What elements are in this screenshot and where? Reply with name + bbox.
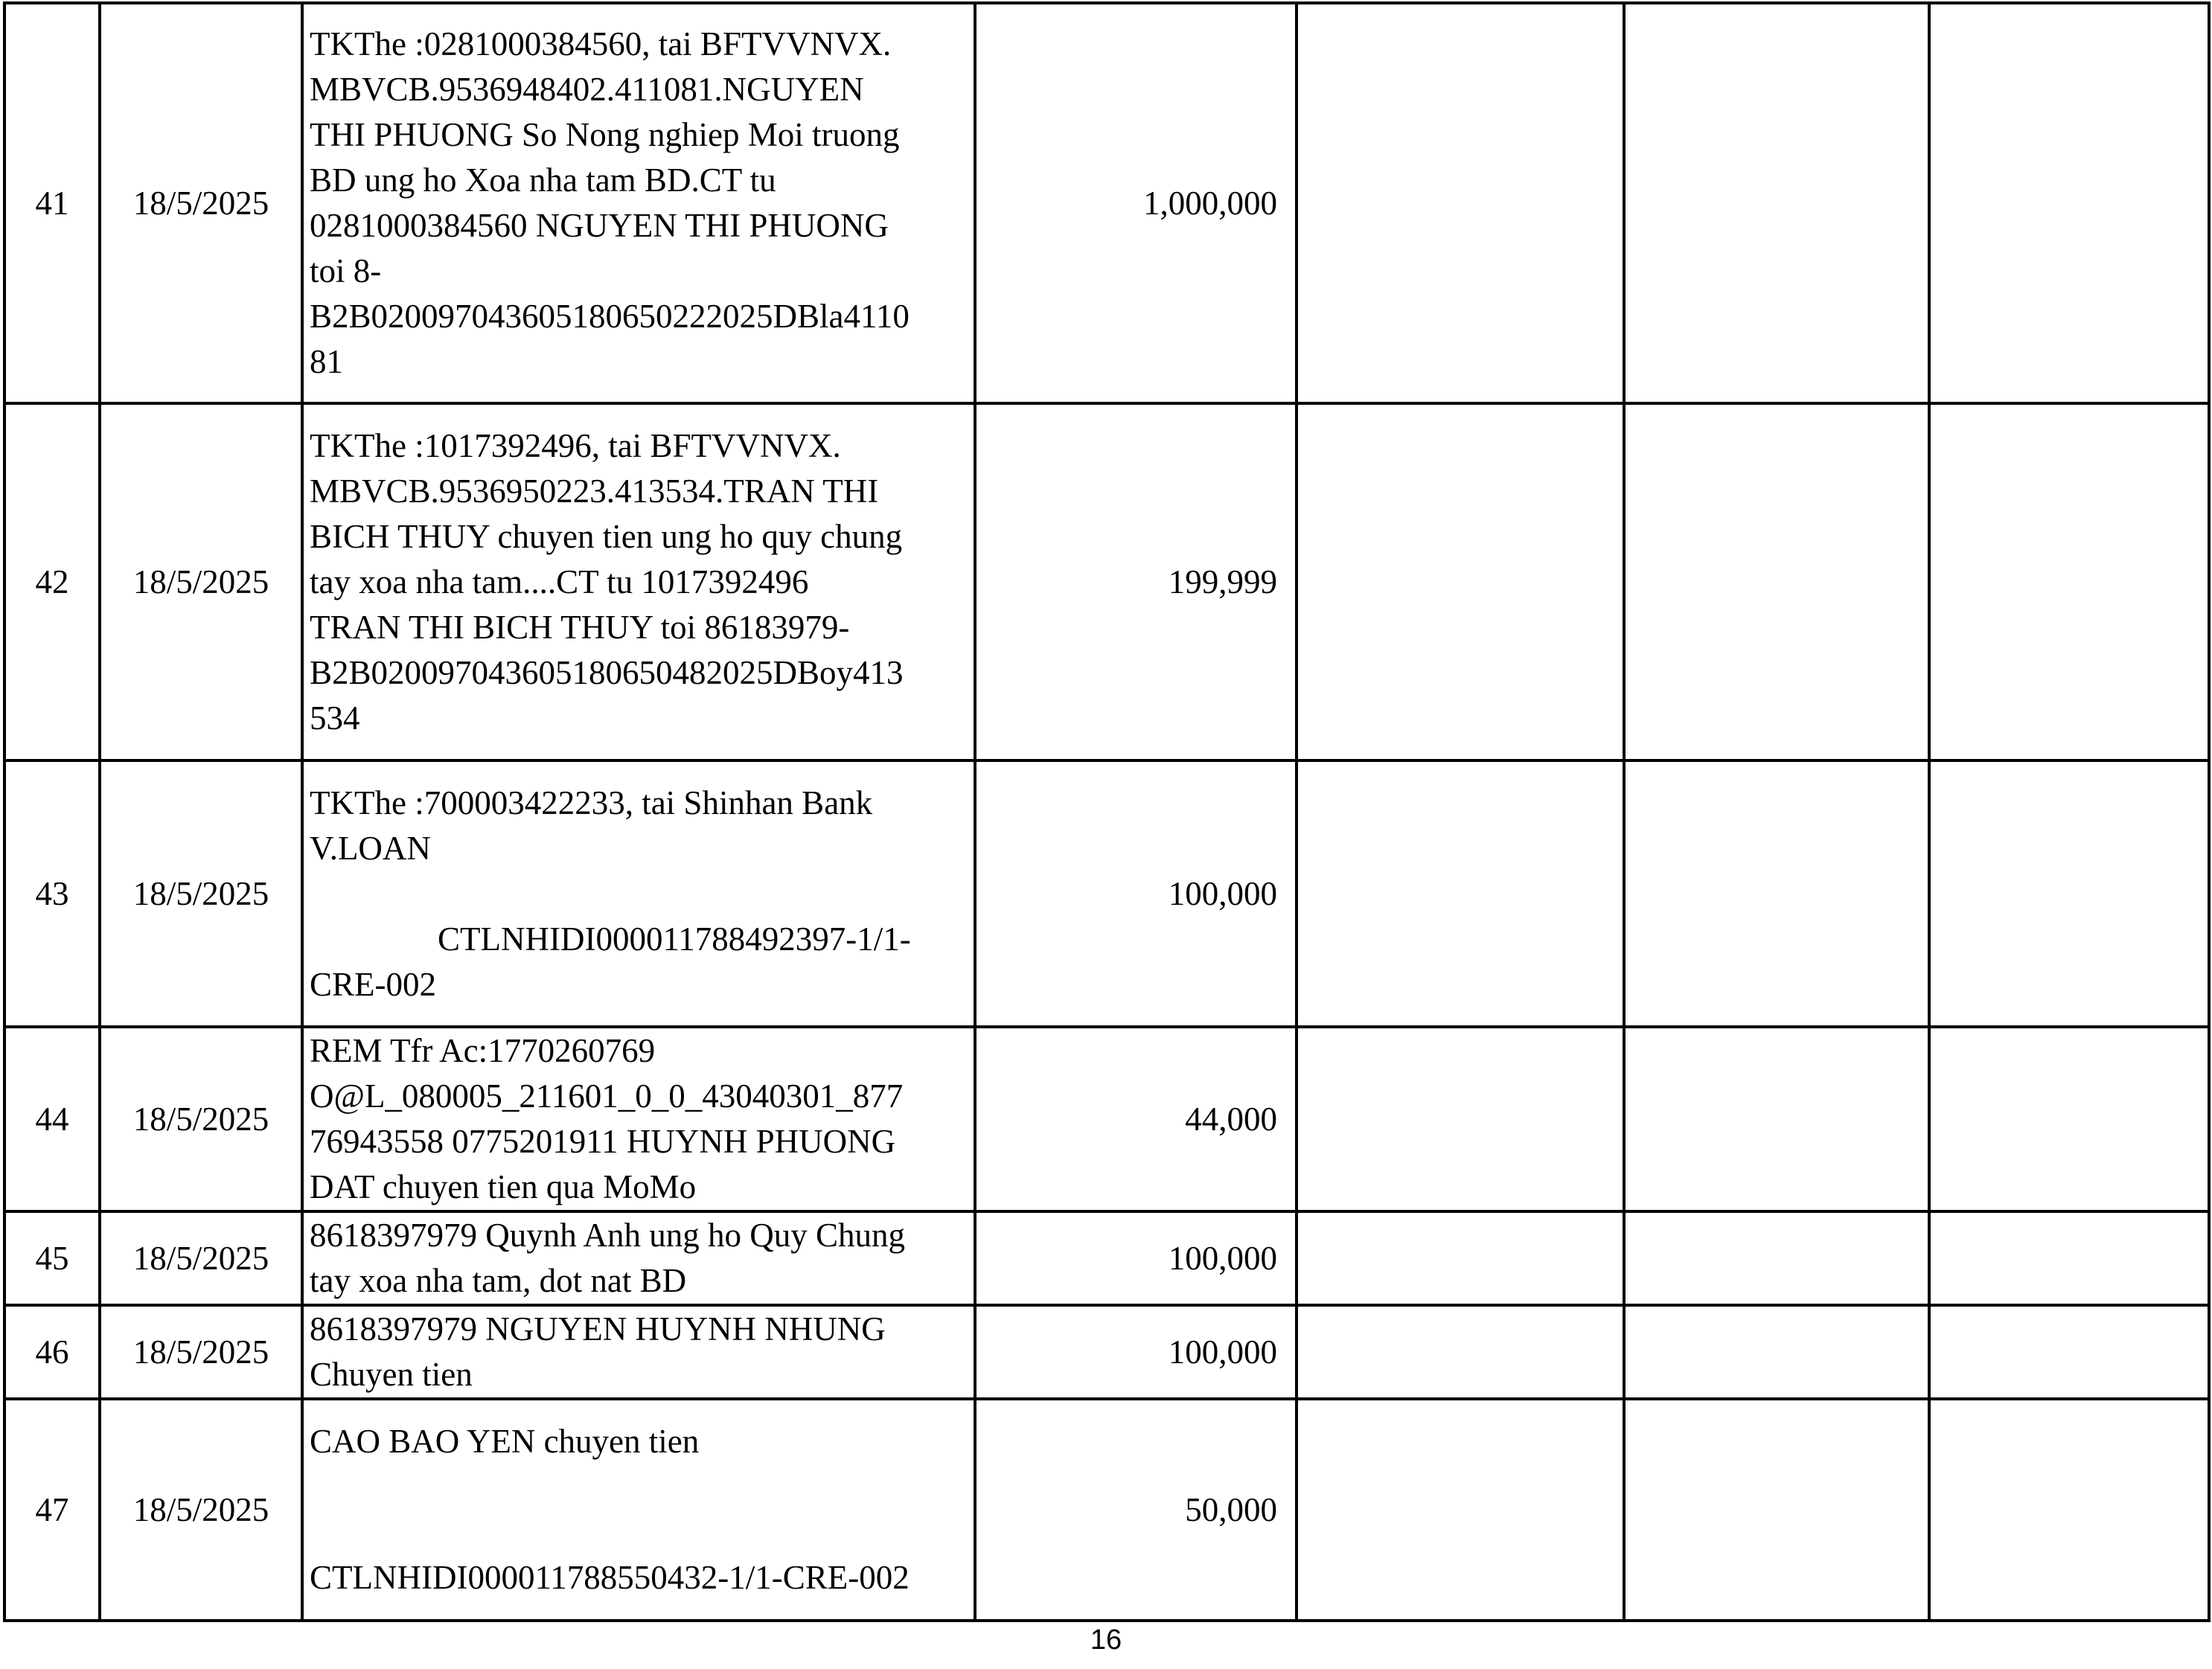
empty-cell [1624, 1027, 1929, 1211]
transaction-amount: 199,999 [975, 403, 1297, 760]
description-line: tay xoa nha tam, dot nat BD [310, 1262, 687, 1299]
transaction-date: 18/5/2025 [100, 1399, 302, 1621]
row-number: 45 [4, 1211, 100, 1305]
description-line: tay xoa nha tam....CT tu 1017392496 [310, 563, 809, 600]
transaction-date: 18/5/2025 [100, 1305, 302, 1399]
transaction-date: 18/5/2025 [100, 1211, 302, 1305]
description-line: CTLNHIDI000011788550432-1/1-CRE-002 [310, 1559, 910, 1596]
description-line: B2B020097043605180650222025DBla4110 [310, 298, 910, 335]
page-number: 16 [1090, 1624, 1122, 1656]
description-line: MBVCB.9536950223.413534.TRAN THI [310, 472, 879, 510]
transaction-table [3, 1, 2211, 1622]
table-row [4, 1211, 2209, 1305]
empty-cell [1929, 1211, 2209, 1305]
row-number: 47 [4, 1399, 100, 1621]
empty-cell [1929, 1027, 2209, 1211]
description-line: 534 [310, 699, 360, 737]
description-line: DAT chuyen tien qua MoMo [310, 1168, 697, 1205]
empty-cell [1929, 1399, 2209, 1621]
description-line: REM Tfr Ac:1770260769 [310, 1032, 656, 1069]
description-line: BICH THUY chuyen tien ung ho quy chung [310, 517, 903, 555]
row-number: 42 [4, 403, 100, 760]
transaction-amount: 44,000 [975, 1027, 1297, 1211]
empty-cell [1624, 1211, 1929, 1305]
description-line: CTLNHIDI000011788492397-1/1- [438, 920, 911, 958]
row-number: 41 [4, 3, 100, 403]
transaction-description [302, 1027, 975, 1211]
empty-cell [1624, 1305, 1929, 1399]
transaction-description [302, 1211, 975, 1305]
description-line: CAO BAO YEN chuyen tien [310, 1423, 700, 1460]
empty-cell [1929, 760, 2209, 1027]
table-row [4, 3, 2209, 403]
description-line: 76943558 0775201911 HUYNH PHUONG [310, 1123, 896, 1160]
description-line: TKThe :1017392496, tai BFTVVNVX. [310, 426, 841, 464]
description-line: CRE-002 [310, 965, 437, 1003]
table-row [4, 760, 2209, 1027]
row-number: 46 [4, 1305, 100, 1399]
description-line: MBVCB.9536948402.411081.NGUYEN [310, 71, 864, 108]
transaction-description [302, 3, 975, 403]
transaction-date: 18/5/2025 [100, 403, 302, 760]
empty-cell [1297, 403, 1624, 760]
transaction-description [302, 760, 975, 1027]
description-line: TRAN THI BICH THUY toi 86183979- [310, 608, 850, 646]
empty-cell [1624, 1399, 1929, 1621]
description-line: toi 8- [310, 252, 382, 289]
transaction-amount: 100,000 [975, 1305, 1297, 1399]
description-line: B2B020097043605180650482025DBoy413 [310, 653, 904, 691]
description-line [310, 871, 971, 917]
description-line: 0281000384560 NGUYEN THI PHUONG [310, 207, 889, 244]
table-row [4, 1027, 2209, 1211]
description-line: O@L_080005_211601_0_0_43040301_877 [310, 1077, 904, 1115]
description-line: TKThe :0281000384560, tai BFTVVNVX. [310, 25, 892, 63]
description-line: Chuyen tien [310, 1356, 473, 1393]
description-line: THI PHUONG So Nong nghiep Moi truong [310, 116, 900, 153]
empty-cell [1929, 403, 2209, 760]
transaction-description [302, 1305, 975, 1399]
empty-cell [1624, 3, 1929, 403]
description-line: V.LOAN [310, 829, 431, 867]
row-number: 44 [4, 1027, 100, 1211]
transaction-amount: 1,000,000 [975, 3, 1297, 403]
empty-cell [1297, 760, 1624, 1027]
empty-cell [1929, 3, 2209, 403]
transaction-description [302, 1399, 975, 1621]
empty-cell [1624, 403, 1929, 760]
transaction-date: 18/5/2025 [100, 760, 302, 1027]
description-line [310, 1510, 971, 1555]
description-line: TKThe :700003422233, tai Shinhan Bank [310, 784, 873, 821]
transaction-date: 18/5/2025 [100, 3, 302, 403]
description-line: 8618397979 Quynh Anh ung ho Quy Chung [310, 1217, 906, 1254]
row-number: 43 [4, 760, 100, 1027]
description-line: 81 [310, 343, 343, 380]
table-row [4, 403, 2209, 760]
transaction-amount: 100,000 [975, 760, 1297, 1027]
transaction-description [302, 403, 975, 760]
transaction-amount: 100,000 [975, 1211, 1297, 1305]
description-line: 8618397979 NGUYEN HUYNH NHUNG [310, 1310, 886, 1348]
empty-cell [1624, 760, 1929, 1027]
empty-cell [1297, 1211, 1624, 1305]
empty-cell [1297, 1305, 1624, 1399]
table-row [4, 1399, 2209, 1621]
table-row [4, 1305, 2209, 1399]
transaction-date: 18/5/2025 [100, 1027, 302, 1211]
description-line [310, 1464, 971, 1510]
description-line: BD ung ho Xoa nha tam BD.CT tu [310, 161, 776, 199]
transaction-amount: 50,000 [975, 1399, 1297, 1621]
empty-cell [1297, 3, 1624, 403]
empty-cell [1297, 1027, 1624, 1211]
empty-cell [1929, 1305, 2209, 1399]
empty-cell [1297, 1399, 1624, 1621]
